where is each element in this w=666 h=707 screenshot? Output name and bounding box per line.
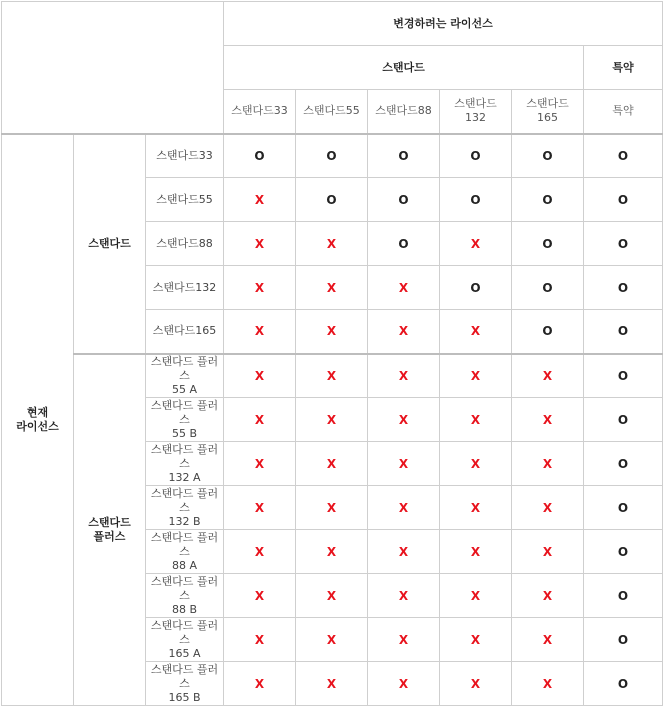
special-group-header: 특약 <box>584 46 663 90</box>
allowed-mark: O <box>584 134 663 178</box>
allowed-mark: O <box>440 134 512 178</box>
table-row <box>2 134 663 178</box>
not-allowed-mark: X <box>296 222 368 266</box>
allowed-mark: O <box>584 618 663 662</box>
row-label: 스탠다드 플러스 165 A <box>146 618 224 662</box>
allowed-mark: O <box>440 266 512 310</box>
row-label: 스탠다드88 <box>146 222 224 266</box>
column-header: 스탠다드33 <box>224 90 296 134</box>
row-label: 스탠다드165 <box>146 310 224 354</box>
not-allowed-mark: X <box>512 398 584 442</box>
license-change-matrix <box>1 1 663 706</box>
not-allowed-mark: X <box>296 618 368 662</box>
not-allowed-mark: X <box>296 354 368 398</box>
not-allowed-mark: X <box>368 310 440 354</box>
not-allowed-mark: X <box>440 442 512 486</box>
corner-cell <box>2 2 224 134</box>
not-allowed-mark: X <box>368 442 440 486</box>
allowed-mark: O <box>440 178 512 222</box>
not-allowed-mark: X <box>368 574 440 618</box>
allowed-mark: O <box>584 266 663 310</box>
row-label: 스탠다드 플러스 55 A <box>146 354 224 398</box>
allowed-mark: O <box>584 574 663 618</box>
not-allowed-mark: X <box>224 398 296 442</box>
row-label: 스탠다드 플러스 55 B <box>146 398 224 442</box>
not-allowed-mark: X <box>512 486 584 530</box>
not-allowed-mark: X <box>440 574 512 618</box>
not-allowed-mark: X <box>512 442 584 486</box>
not-allowed-mark: X <box>296 574 368 618</box>
allowed-mark: O <box>512 266 584 310</box>
allowed-mark: O <box>584 222 663 266</box>
allowed-mark: O <box>368 134 440 178</box>
row-label: 스탠다드 플러스 132 A <box>146 442 224 486</box>
not-allowed-mark: X <box>296 266 368 310</box>
not-allowed-mark: X <box>368 530 440 574</box>
not-allowed-mark: X <box>224 618 296 662</box>
row-label: 스탠다드 플러스 165 B <box>146 662 224 706</box>
column-header: 스탠다드 132 <box>440 90 512 134</box>
not-allowed-mark: X <box>440 222 512 266</box>
row-group-header: 스탠다드 플러스 <box>74 354 146 706</box>
allowed-mark: O <box>584 354 663 398</box>
allowed-mark: O <box>584 486 663 530</box>
not-allowed-mark: X <box>224 354 296 398</box>
not-allowed-mark: X <box>440 662 512 706</box>
not-allowed-mark: X <box>368 486 440 530</box>
not-allowed-mark: X <box>296 486 368 530</box>
row-label: 스탠다드 플러스 88 A <box>146 530 224 574</box>
not-allowed-mark: X <box>224 178 296 222</box>
not-allowed-mark: X <box>440 398 512 442</box>
not-allowed-mark: X <box>224 486 296 530</box>
allowed-mark: O <box>584 398 663 442</box>
not-allowed-mark: X <box>224 662 296 706</box>
allowed-mark: O <box>584 442 663 486</box>
current-license-header: 현재 라이선스 <box>2 134 74 706</box>
not-allowed-mark: X <box>368 354 440 398</box>
column-header: 스탠다드88 <box>368 90 440 134</box>
row-group-header: 스탠다드 <box>74 134 146 354</box>
not-allowed-mark: X <box>296 398 368 442</box>
standard-group-header: 스탠다드 <box>224 46 584 90</box>
allowed-mark: O <box>368 222 440 266</box>
row-label: 스탠다드55 <box>146 178 224 222</box>
not-allowed-mark: X <box>224 442 296 486</box>
column-header: 스탠다드 165 <box>512 90 584 134</box>
not-allowed-mark: X <box>368 398 440 442</box>
allowed-mark: O <box>512 134 584 178</box>
not-allowed-mark: X <box>224 310 296 354</box>
not-allowed-mark: X <box>440 354 512 398</box>
allowed-mark: O <box>296 178 368 222</box>
allowed-mark: O <box>296 134 368 178</box>
not-allowed-mark: X <box>512 662 584 706</box>
not-allowed-mark: X <box>368 662 440 706</box>
not-allowed-mark: X <box>440 486 512 530</box>
not-allowed-mark: X <box>296 530 368 574</box>
not-allowed-mark: X <box>512 354 584 398</box>
allowed-mark: O <box>584 310 663 354</box>
allowed-mark: O <box>368 178 440 222</box>
not-allowed-mark: X <box>368 266 440 310</box>
row-label: 스탠다드 플러스 132 B <box>146 486 224 530</box>
not-allowed-mark: X <box>440 310 512 354</box>
not-allowed-mark: X <box>296 662 368 706</box>
not-allowed-mark: X <box>296 310 368 354</box>
target-license-header: 변경하려는 라이선스 <box>224 2 663 46</box>
column-header: 스탠다드55 <box>296 90 368 134</box>
not-allowed-mark: X <box>512 574 584 618</box>
table-row <box>2 354 663 398</box>
not-allowed-mark: X <box>296 442 368 486</box>
not-allowed-mark: X <box>440 530 512 574</box>
not-allowed-mark: X <box>224 222 296 266</box>
allowed-mark: O <box>224 134 296 178</box>
row-label: 스탠다드 플러스 88 B <box>146 574 224 618</box>
not-allowed-mark: X <box>368 618 440 662</box>
allowed-mark: O <box>512 222 584 266</box>
allowed-mark: O <box>584 530 663 574</box>
row-label: 스탠다드132 <box>146 266 224 310</box>
not-allowed-mark: X <box>512 618 584 662</box>
column-header: 특약 <box>584 90 663 134</box>
not-allowed-mark: X <box>440 618 512 662</box>
not-allowed-mark: X <box>512 530 584 574</box>
allowed-mark: O <box>584 178 663 222</box>
allowed-mark: O <box>512 178 584 222</box>
not-allowed-mark: X <box>224 266 296 310</box>
allowed-mark: O <box>584 662 663 706</box>
row-label: 스탠다드33 <box>146 134 224 178</box>
allowed-mark: O <box>512 310 584 354</box>
not-allowed-mark: X <box>224 574 296 618</box>
not-allowed-mark: X <box>224 530 296 574</box>
